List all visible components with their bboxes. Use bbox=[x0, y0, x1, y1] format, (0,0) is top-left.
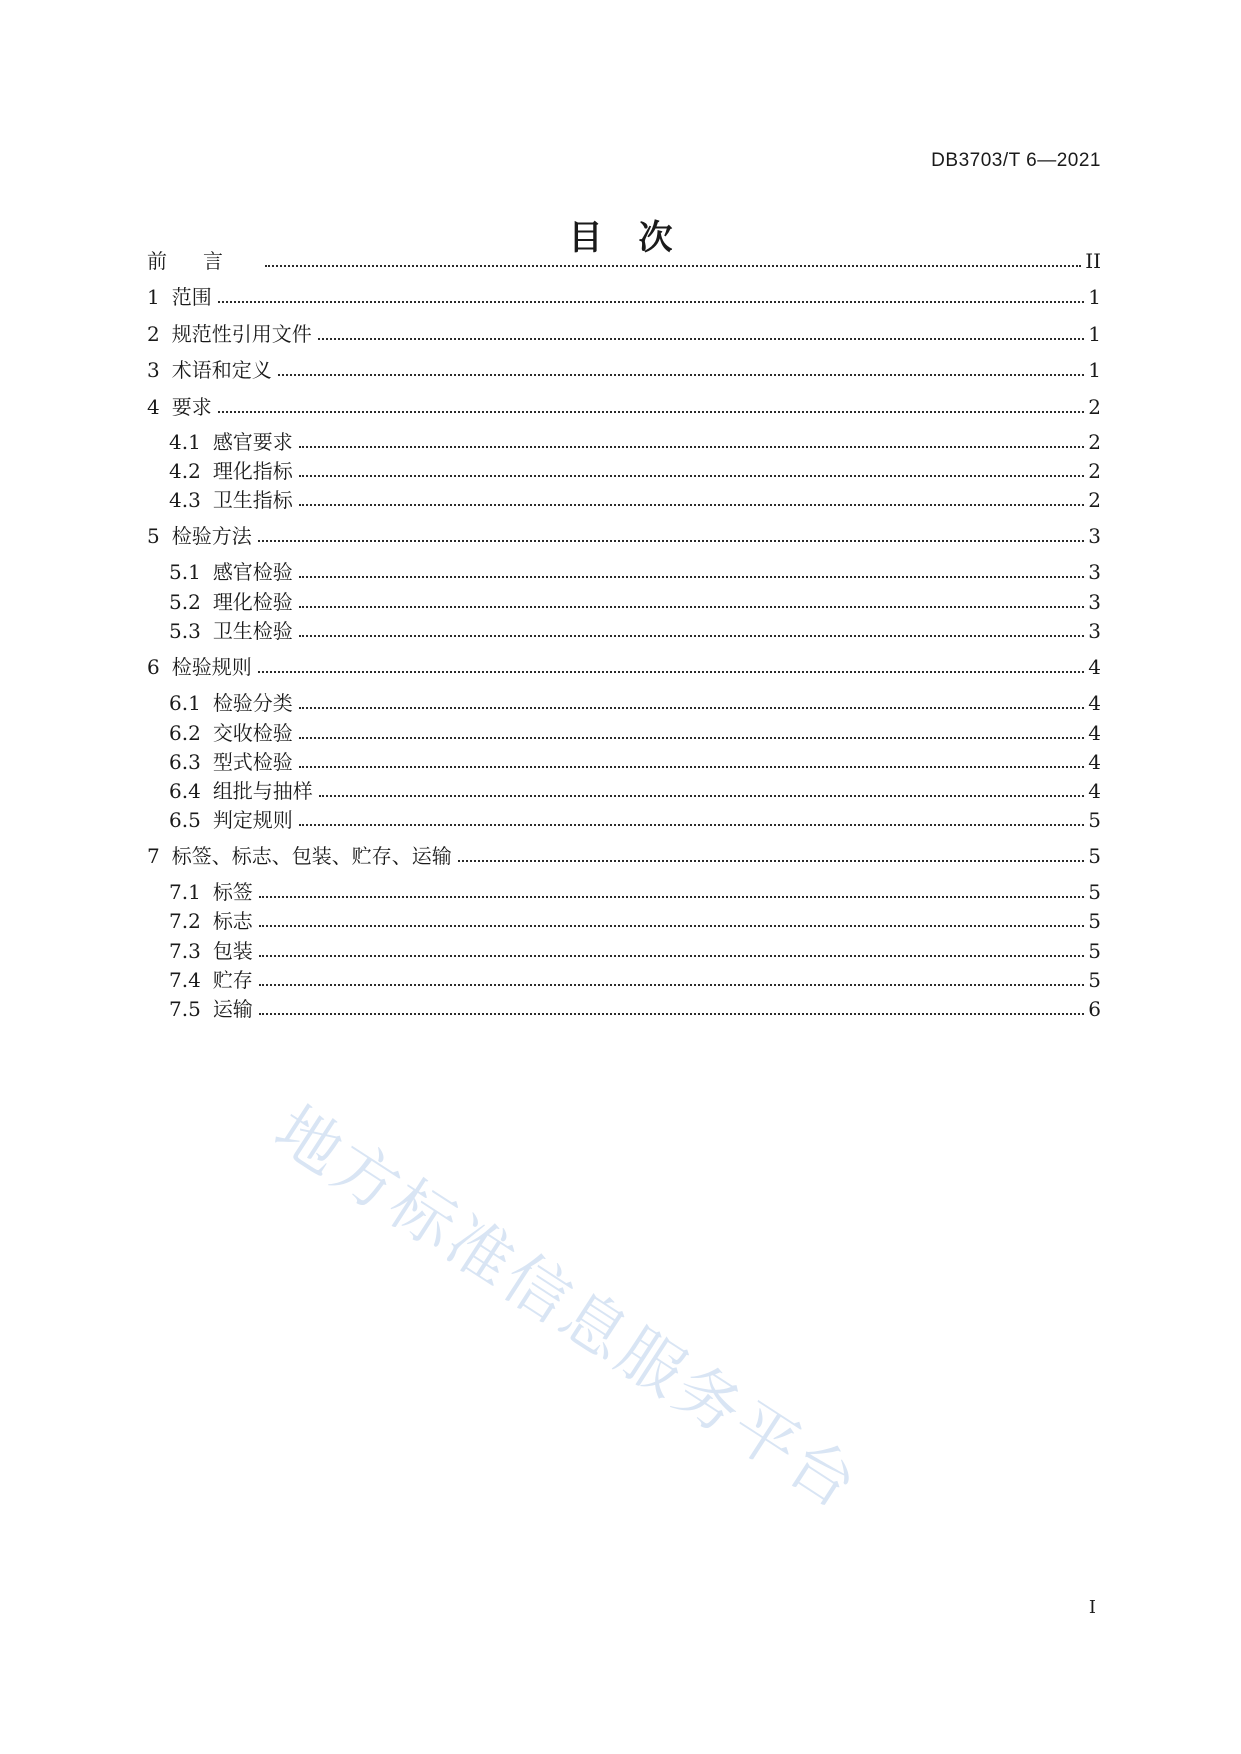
toc-entry[interactable] bbox=[147, 653, 1101, 681]
toc-dot-leader bbox=[299, 490, 1084, 506]
toc-entry-page: 4 bbox=[1088, 655, 1101, 679]
toc-entry[interactable] bbox=[147, 356, 1101, 384]
toc-entry-number: 6.5 bbox=[169, 808, 201, 832]
toc-dot-leader bbox=[258, 526, 1085, 542]
toc-entry-number: 3 bbox=[147, 358, 160, 382]
toc-dot-leader bbox=[278, 360, 1085, 376]
toc-entry-label: 检验方法 bbox=[171, 524, 252, 548]
toc-dot-leader bbox=[458, 846, 1085, 862]
toc-entry-page: 5 bbox=[1088, 844, 1101, 868]
toc-dot-leader bbox=[265, 251, 1081, 267]
page-number: I bbox=[1088, 1597, 1096, 1618]
toc-entry-number: 1 bbox=[147, 285, 160, 309]
toc-entry-page: 3 bbox=[1088, 619, 1101, 643]
toc-entry-label: 理化指标 bbox=[212, 459, 293, 483]
toc-entry-number: 4.1 bbox=[169, 430, 201, 454]
toc-dot-leader bbox=[259, 970, 1084, 986]
toc-entry-number: 6 bbox=[147, 655, 160, 679]
toc-entry-page: 1 bbox=[1088, 358, 1101, 382]
toc-entry-label: 术语和定义 bbox=[171, 358, 272, 382]
toc-entry[interactable] bbox=[169, 689, 1101, 717]
toc-dot-leader bbox=[259, 999, 1084, 1015]
toc-dot-leader bbox=[259, 911, 1084, 927]
toc-entry-page: 1 bbox=[1088, 322, 1101, 346]
toc-entry-label: 判定规则 bbox=[212, 808, 293, 832]
toc-dot-leader bbox=[218, 287, 1085, 303]
toc-entry-number: 6.4 bbox=[169, 779, 201, 803]
toc-entry-page: 5 bbox=[1088, 939, 1101, 963]
toc-entry-page: 2 bbox=[1088, 395, 1101, 419]
toc-dot-leader bbox=[259, 882, 1084, 898]
toc-entry-number: 4 bbox=[147, 395, 160, 419]
toc-dot-leader bbox=[319, 781, 1084, 797]
toc-entry[interactable] bbox=[169, 617, 1101, 645]
toc-entry-page: 4 bbox=[1088, 691, 1101, 715]
page-title: 目次 bbox=[568, 218, 709, 258]
toc-entry-page: 5 bbox=[1088, 808, 1101, 832]
toc-entry[interactable] bbox=[169, 907, 1101, 935]
toc-entry-number: 6.3 bbox=[169, 750, 201, 774]
toc-entry-label: 前言 bbox=[147, 249, 259, 273]
toc-entry-label: 运输 bbox=[212, 997, 253, 1021]
toc-entry-page: 3 bbox=[1088, 524, 1101, 548]
toc-entry-label: 包装 bbox=[212, 939, 253, 963]
toc-entry[interactable] bbox=[169, 719, 1101, 747]
toc-dot-leader bbox=[218, 397, 1085, 413]
toc-entry[interactable] bbox=[147, 283, 1101, 311]
toc-dot-leader bbox=[299, 810, 1084, 826]
toc-entry-label: 范围 bbox=[171, 285, 212, 309]
toc-entry-number: 5 bbox=[147, 524, 160, 548]
toc-entry-number: 2 bbox=[147, 322, 160, 346]
toc-entry[interactable] bbox=[169, 937, 1101, 965]
toc-dot-leader bbox=[299, 723, 1084, 739]
toc-entry-label: 组批与抽样 bbox=[212, 779, 313, 803]
toc-entry-label: 检验规则 bbox=[171, 655, 252, 679]
toc-entry-label: 检验分类 bbox=[212, 691, 293, 715]
toc-entry[interactable] bbox=[169, 558, 1101, 586]
toc-entry-label: 理化检验 bbox=[212, 590, 293, 614]
toc-entry-label: 贮存 bbox=[212, 968, 253, 992]
toc-entry[interactable] bbox=[169, 777, 1101, 805]
toc-entry-page: 2 bbox=[1088, 459, 1101, 483]
document-code: DB3703/T 6—2021 bbox=[931, 150, 1101, 171]
toc-entry-label: 卫生指标 bbox=[212, 488, 293, 512]
toc-entry-page: 2 bbox=[1088, 430, 1101, 454]
toc-entry-number: 5.1 bbox=[169, 560, 201, 584]
toc-entry-number: 4.3 bbox=[169, 488, 201, 512]
toc-entry[interactable] bbox=[169, 748, 1101, 776]
toc-entry[interactable] bbox=[169, 428, 1101, 456]
toc-dot-leader bbox=[259, 941, 1084, 957]
toc-entry[interactable] bbox=[169, 457, 1101, 485]
toc-entry-label: 卫生检验 bbox=[212, 619, 293, 643]
toc-entry-number: 7.3 bbox=[169, 939, 201, 963]
toc-dot-leader bbox=[299, 432, 1084, 448]
toc-entry-number: 5.3 bbox=[169, 619, 201, 643]
toc-entry[interactable] bbox=[147, 842, 1101, 870]
toc-entry-label: 型式检验 bbox=[212, 750, 293, 774]
toc-entry[interactable] bbox=[169, 806, 1101, 834]
toc-entry-number: 6.1 bbox=[169, 691, 201, 715]
toc-entry[interactable] bbox=[169, 878, 1101, 906]
toc-entry-page: 5 bbox=[1088, 909, 1101, 933]
toc-entry[interactable] bbox=[147, 247, 1101, 275]
toc-dot-leader bbox=[299, 693, 1084, 709]
toc-entry-number: 7.2 bbox=[169, 909, 201, 933]
toc-entry-number: 7.1 bbox=[169, 880, 201, 904]
toc-entry-number: 6.2 bbox=[169, 721, 201, 745]
toc-entry-number: 7 bbox=[147, 844, 160, 868]
toc-entry[interactable] bbox=[169, 588, 1101, 616]
toc-entry-page: 6 bbox=[1088, 997, 1101, 1021]
toc-dot-leader bbox=[318, 324, 1085, 340]
toc-entry[interactable] bbox=[169, 995, 1101, 1023]
toc-entry-page: 4 bbox=[1088, 750, 1101, 774]
toc-dot-leader bbox=[299, 752, 1084, 768]
toc-entry-label: 要求 bbox=[171, 395, 212, 419]
toc-entry-page: 4 bbox=[1088, 779, 1101, 803]
toc-entry-number: 4.2 bbox=[169, 459, 201, 483]
toc-entry-label: 标志 bbox=[212, 909, 253, 933]
toc-entry-page: 3 bbox=[1088, 560, 1101, 584]
toc-dot-leader bbox=[299, 562, 1084, 578]
toc-entry-page: 4 bbox=[1088, 721, 1101, 745]
toc-entry-number: 7.5 bbox=[169, 997, 201, 1021]
toc-dot-leader bbox=[299, 592, 1084, 608]
toc-entry-page: 5 bbox=[1088, 968, 1101, 992]
toc-entry-number: 5.2 bbox=[169, 590, 201, 614]
toc-dot-leader bbox=[258, 657, 1085, 673]
toc-entry-label: 感官要求 bbox=[212, 430, 293, 454]
toc-entry-number: 7.4 bbox=[169, 968, 201, 992]
toc-entry-label: 标签、标志、包装、贮存、运输 bbox=[171, 844, 452, 868]
toc-entry-page: 2 bbox=[1088, 488, 1101, 512]
toc-entry-label: 规范性引用文件 bbox=[171, 322, 312, 346]
watermark: 地方标准信息服务平台 bbox=[261, 1092, 873, 1525]
toc-entry-page: II bbox=[1085, 249, 1101, 273]
toc-entry-page: 3 bbox=[1088, 590, 1101, 614]
toc-entry[interactable] bbox=[147, 393, 1101, 421]
toc-entry-label: 交收检验 bbox=[212, 721, 293, 745]
toc-dot-leader bbox=[299, 621, 1084, 637]
toc-entry[interactable] bbox=[147, 522, 1101, 550]
toc-entry-page: 1 bbox=[1088, 285, 1101, 309]
toc-entry[interactable] bbox=[169, 486, 1101, 514]
toc-entry-label: 感官检验 bbox=[212, 560, 293, 584]
toc-entry[interactable] bbox=[147, 320, 1101, 348]
toc-dot-leader bbox=[299, 461, 1084, 477]
toc-entry-label: 标签 bbox=[212, 880, 253, 904]
toc-entry-page: 5 bbox=[1088, 880, 1101, 904]
toc-entry[interactable] bbox=[169, 966, 1101, 994]
